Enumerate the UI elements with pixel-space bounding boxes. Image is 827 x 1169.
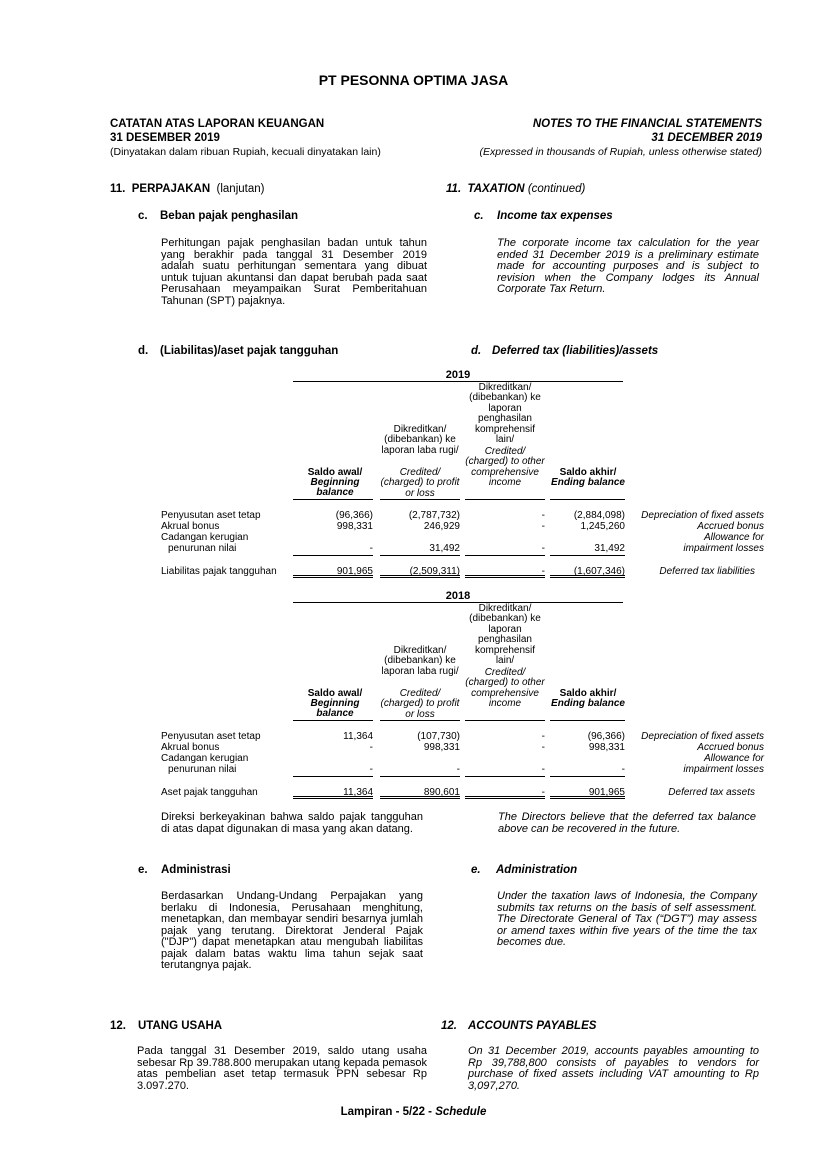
row-label-en: Accrued bonus (697, 742, 764, 753)
total-label-id: Liabilitas pajak tangguhan (161, 566, 277, 577)
e-title-id: Administrasi (161, 864, 231, 876)
row-v4: 1,245,260 (580, 521, 625, 532)
col3-header-en: Credited/ (charged) to other comprehensive income (465, 667, 545, 710)
col3-rule (465, 499, 545, 500)
col4-header-en: Ending balance (551, 477, 625, 488)
subtotal-rule (465, 776, 545, 777)
row-label-id: Penyusutan aset tetap (161, 731, 261, 742)
d-letter-en: d. (471, 345, 482, 357)
col1-rule (293, 720, 373, 721)
subtotal-rule (293, 776, 373, 777)
e-title-en: Administration (496, 864, 578, 876)
section-12-text-en: On 31 December 2019, accounts payables amounting to Rp 39,788,800 consists of payables to vendors for purchase of fixed assets including VAT amounting to Rp 3,097,270. (468, 1045, 759, 1092)
row-v4: (96,366) (587, 731, 625, 742)
row-v2: - (456, 764, 460, 775)
page-footer (0, 1106, 827, 1118)
subtotal-rule (550, 555, 625, 556)
row-label-id: Penyusutan aset tetap (161, 510, 261, 521)
header-left-note: (Dinyatakan dalam ribuan Rupiah, kecuali dinyatakan lain) (110, 146, 381, 158)
col3-header-id: Dikreditkan/ (dibebankan) ke laporan penghasilan komprehensif lain/ (469, 382, 541, 446)
section-11-cont-en: (continued) (527, 183, 586, 195)
row-v2: (2,787,732) (408, 510, 460, 521)
section-11-title-en: TAXATION (467, 183, 525, 195)
row-v1: 998,331 (336, 521, 373, 532)
d-text-id: Direksi berkeyakinan bahwa saldo pajak tangguhan di atas dapat digunakan di masa yang akan datang. (161, 811, 423, 835)
row-label-en: impairment losses (683, 543, 764, 554)
section-12-title-id: UTANG USAHA (138, 1020, 223, 1032)
row-v2: 31,492 (429, 543, 460, 554)
row-v1: - (369, 543, 373, 554)
row-label-en: Allowance for (703, 753, 764, 764)
table-year: 2018 (445, 590, 471, 602)
col2-header-en: Credited/ (charged) to profit or loss (380, 467, 460, 499)
d-letter: d. (138, 345, 149, 357)
c-letter-en: c. (474, 210, 484, 222)
row-v3: - (541, 764, 545, 775)
e-letter-en: e. (471, 864, 481, 876)
section-11-heading-id (110, 183, 264, 195)
row-v3: - (541, 543, 545, 554)
subtotal-rule (550, 776, 625, 777)
section-11-number: 11. (110, 183, 126, 195)
col1-header-en: Beginning balance (310, 698, 360, 720)
total-double-rule (380, 575, 460, 578)
col2-header-id: Dikreditkan/ (dibebankan) ke laporan laba rugi/ (381, 424, 459, 456)
row-v3: - (541, 521, 545, 532)
row-label-en: impairment losses (683, 764, 764, 775)
col1-header-id: Saldo awal/ (307, 467, 363, 478)
section-12-number: 12. (110, 1020, 126, 1032)
c-text-id: Perhitungan pajak penghasilan badan untuk tahun yang berakhir pada tanggal 31 Desember 2019 adalah suatu perhitungan sementara yang dibuat untuk tujuan akuntansi dan dapat berubah pada saat Perusahaan meyampaikan Surat Pemberitahuan Tahunan (SPT) pajaknya. (161, 237, 427, 307)
row-label-id: Cadangan kerugian (161, 753, 249, 764)
col4-header-id: Saldo akhir/ (559, 467, 617, 478)
row-label-en: Depreciation of fixed assets (641, 510, 764, 521)
row-v1: 11,364 (343, 731, 373, 742)
footer-schedule: Schedule (435, 1106, 487, 1118)
total-v3: - (541, 566, 545, 577)
col2-header-en: Credited/ (charged) to profit or loss (380, 688, 460, 720)
section-12-text-id: Pada tanggal 31 Desember 2019, saldo utang usaha sebesar Rp 39.788.800 merupakan utang kepada pemasok atas pembelian aset tetap termasuk PPN sebesar Rp 3.097.270. (137, 1045, 427, 1092)
row-v1: (96,366) (335, 510, 373, 521)
d-title-id: (Liabilitas)/aset pajak tangguhan (160, 345, 339, 357)
c-letter: c. (138, 210, 148, 222)
header-right-title: NOTES TO THE FINANCIAL STATEMENTS (532, 118, 762, 130)
col2-rule (380, 499, 460, 500)
row-label-en: Accrued bonus (697, 521, 764, 532)
row-label-id: Akrual bonus (161, 521, 220, 532)
d-title-en: Deferred tax (liabilities)/assets (492, 345, 659, 357)
row-v3: - (541, 731, 545, 742)
row-label-en: Allowance for (703, 532, 764, 543)
year-rule (293, 381, 623, 382)
total-v4: 901,965 (588, 787, 625, 798)
row-v1: - (369, 742, 373, 753)
total-v1: 11,364 (343, 787, 373, 798)
total-v3: - (541, 787, 545, 798)
e-text-id: Berdasarkan Undang-Undang Perpajakan yang berlaku di Indonesia, Perusahaan menghitung, menetapkan, dan membayar sendiri besarnya jumlah pajak yang terutang. Direktorat Jenderal Pajak ("DJP") dapat menetapkan atau mengubah liabilitas pajak dalam batas waktu lima tahun sejak saat terutangnya pajak. (161, 890, 423, 971)
total-label-id: Aset pajak tangguhan (161, 787, 258, 798)
row-label-id: Akrual bonus (161, 742, 220, 753)
row-v4: - (621, 764, 625, 775)
section-11-number-en: 11. (446, 183, 462, 195)
section-12-number-en: 12. (441, 1020, 457, 1032)
total-label-en: Deferred tax assets (668, 787, 755, 798)
col1-header-en: Beginning balance (310, 477, 360, 499)
c-title-en: Income tax expenses (497, 210, 613, 222)
col4-header-en: Ending balance (551, 698, 625, 709)
e-text-en: Under the taxation laws of Indonesia, the Company submits tax returns on the basis of self assessment. The Directorate General of Tax (“DGT”) may assess or amend taxes within five years of the time the tax becomes due. (497, 890, 757, 948)
col4-rule (550, 499, 625, 500)
total-double-rule (465, 575, 545, 578)
col4-header-id: Saldo akhir/ (559, 688, 617, 699)
header-right-note: (Expressed in thousands of Rupiah, unless otherwise stated) (479, 146, 762, 158)
d-text-en: The Directors believe that the deferred tax balance above can be recovered in the future. (498, 811, 756, 835)
total-double-rule (380, 796, 460, 799)
header-right-date: 31 DECEMBER 2019 (651, 132, 762, 144)
section-12-title-en: ACCOUNTS PAYABLES (468, 1020, 597, 1032)
row-v4: 31,492 (594, 543, 625, 554)
total-double-rule (465, 796, 545, 799)
header-left-title: CATATAN ATAS LAPORAN KEUANGAN (110, 118, 325, 130)
subtotal-rule (380, 776, 460, 777)
section-11-heading-en (446, 183, 585, 195)
total-v1: 901,965 (336, 566, 373, 577)
footer-text: Lampiran - 5/22 - (340, 1106, 433, 1118)
row-label-en: Depreciation of fixed assets (641, 731, 764, 742)
row-v2: 998,331 (423, 742, 460, 753)
company-name: PT PESONNA OPTIMA JASA (318, 72, 509, 88)
col4-rule (550, 720, 625, 721)
table-year: 2019 (445, 369, 471, 381)
col3-header-id: Dikreditkan/ (dibebankan) ke laporan penghasilan komprehensif lain/ (469, 603, 541, 667)
col3-rule (465, 720, 545, 721)
col1-header-id: Saldo awal/ (307, 688, 363, 699)
total-v2: 890,601 (423, 787, 460, 798)
subtotal-rule (293, 555, 373, 556)
row-v1: - (369, 764, 373, 775)
col2-header-id: Dikreditkan/ (dibebankan) ke laporan laba rugi/ (381, 645, 459, 677)
c-title-id: Beban pajak penghasilan (160, 210, 299, 222)
e-letter: e. (138, 864, 148, 876)
row-v3: - (541, 742, 545, 753)
total-v4: (1,607,346) (573, 566, 625, 577)
row-label-id: Cadangan kerugian (161, 532, 249, 543)
total-v2: (2,509,311) (409, 566, 460, 577)
c-text-en: The corporate income tax calculation for the year ended 31 December 2019 is a preliminary estimate made for accounting purposes and is subject to revision when the Company lodges its Annual Corporate Tax Return. (497, 237, 759, 295)
subtotal-rule (380, 555, 460, 556)
total-double-rule (550, 575, 625, 578)
col2-rule (380, 720, 460, 721)
total-double-rule (293, 796, 373, 799)
row-v4: (2,884,098) (573, 510, 625, 521)
year-rule (293, 602, 623, 603)
total-double-rule (550, 796, 625, 799)
row-v4: 998,331 (588, 742, 625, 753)
section-11-title-id: PERPAJAKAN (131, 183, 211, 195)
total-double-rule (293, 575, 373, 578)
section-11-cont-id: (lanjutan) (216, 183, 265, 195)
total-label-en: Deferred tax liabilities (659, 566, 755, 577)
row-label-id: penurunan nilai (168, 543, 237, 554)
row-v3: - (541, 510, 545, 521)
subtotal-rule (465, 555, 545, 556)
col3-header-en: Credited/ (charged) to other comprehensive income (465, 446, 545, 489)
row-v2: (107,730) (417, 731, 460, 742)
row-v2: 246,929 (423, 521, 460, 532)
col1-rule (293, 499, 373, 500)
header-left-date: 31 DESEMBER 2019 (110, 132, 220, 144)
row-label-id: penurunan nilai (168, 764, 237, 775)
